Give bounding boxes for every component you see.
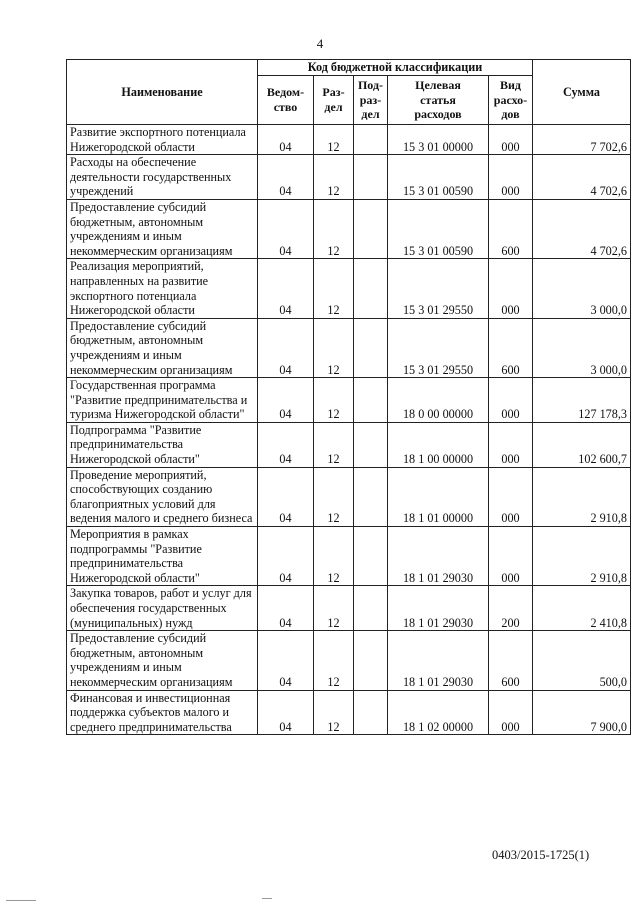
row-vid: 600 [489,631,533,690]
table-row [67,527,631,586]
row-razdel: 12 [314,125,354,155]
row-summa: 127 178,3 [533,378,631,423]
row-podrazdel [354,125,388,155]
row-vedomstvo: 04 [258,467,314,526]
row-vedomstvo: 04 [258,631,314,690]
row-name: Государственная программа "Развитие предпринимательства и туризма Нижегородской области" [67,378,258,423]
row-vid: 000 [489,467,533,526]
row-vid: 000 [489,422,533,467]
row-podrazdel [354,199,388,258]
table-row [67,259,631,318]
row-celevaya: 18 0 00 00000 [388,378,489,423]
row-vid: 000 [489,259,533,318]
row-name: Развитие экспортного потенциала Нижегородской области [67,125,258,155]
row-razdel: 12 [314,259,354,318]
row-name: Проведение мероприятий, способствующих созданию благоприятных условий для ведения малого и среднего бизнеса [67,467,258,526]
row-razdel: 12 [314,318,354,377]
header-summa: Сумма [533,60,631,125]
page-number: 4 [316,36,324,51]
row-razdel: 12 [314,155,354,200]
header-podrazdel: Под- раз- дел [354,76,388,125]
header-name: Наименование [67,60,258,125]
row-name: Закупка товаров, работ и услуг для обеспечения государственных (муниципальных) нужд [67,586,258,631]
header-razdel: Раз- дел [314,76,354,125]
row-summa: 7 702,6 [533,125,631,155]
table-row [67,631,631,690]
row-vedomstvo: 04 [258,690,314,735]
row-podrazdel [354,586,388,631]
table-row [67,467,631,526]
header-celevaya: Целевая статья расходов [388,76,489,125]
row-name: Финансовая и инвестиционная поддержка субъектов малого и среднего предпринимательства [67,690,258,735]
row-vid: 600 [489,199,533,258]
table-row [67,125,631,155]
row-vedomstvo: 04 [258,318,314,377]
row-podrazdel [354,378,388,423]
row-vedomstvo: 04 [258,527,314,586]
row-celevaya: 18 1 01 29030 [388,631,489,690]
row-celevaya: 15 3 01 00590 [388,155,489,200]
row-celevaya: 15 3 01 00590 [388,199,489,258]
row-celevaya: 18 1 01 29030 [388,527,489,586]
row-vedomstvo: 04 [258,422,314,467]
row-summa: 3 000,0 [533,318,631,377]
scan-edge-mark [6,900,36,901]
row-razdel: 12 [314,586,354,631]
row-name: Предоставление субсидий бюджетным, автономным учреждениям и иным некоммерческим организациям [67,199,258,258]
row-vid: 000 [489,527,533,586]
row-summa: 102 600,7 [533,422,631,467]
row-vid: 600 [489,318,533,377]
row-summa: 3 000,0 [533,259,631,318]
header-vedomstvo: Ведом- ство [258,76,314,125]
row-summa: 7 900,0 [533,690,631,735]
row-vedomstvo: 04 [258,259,314,318]
row-vedomstvo: 04 [258,378,314,423]
document-code: 0403/2015-1725(1) [492,848,590,862]
row-podrazdel [354,318,388,377]
row-podrazdel [354,259,388,318]
row-podrazdel [354,690,388,735]
row-podrazdel [354,631,388,690]
row-celevaya: 18 1 01 00000 [388,467,489,526]
row-podrazdel [354,467,388,526]
row-razdel: 12 [314,690,354,735]
row-summa: 4 702,6 [533,155,631,200]
table-row [67,690,631,735]
row-vedomstvo: 04 [258,199,314,258]
row-podrazdel [354,422,388,467]
header-classification-group: Код бюджетной классификации [258,60,533,76]
row-razdel: 12 [314,378,354,423]
row-razdel: 12 [314,422,354,467]
budget-table [66,59,631,735]
row-vid: 000 [489,155,533,200]
row-razdel: 12 [314,467,354,526]
row-vid: 000 [489,378,533,423]
row-vedomstvo: 04 [258,586,314,631]
row-vid: 000 [489,125,533,155]
table-row [67,199,631,258]
table-row [67,378,631,423]
row-vid: 000 [489,690,533,735]
header-vid: Вид расхо- дов [489,76,533,125]
row-celevaya: 15 3 01 29550 [388,318,489,377]
row-celevaya: 15 3 01 00000 [388,125,489,155]
row-vedomstvo: 04 [258,155,314,200]
row-celevaya: 18 1 01 29030 [388,586,489,631]
row-celevaya: 15 3 01 29550 [388,259,489,318]
scan-edge-mark [262,898,272,899]
table-row [67,318,631,377]
table-row [67,155,631,200]
row-vid: 200 [489,586,533,631]
row-name: Мероприятия в рамках подпрограммы "Развитие предпринимательства Нижегородской области" [67,527,258,586]
row-name: Расходы на обеспечение деятельности государственных учреждений [67,155,258,200]
row-razdel: 12 [314,527,354,586]
table-row [67,586,631,631]
row-summa: 2 910,8 [533,467,631,526]
row-podrazdel [354,155,388,200]
table-row [67,422,631,467]
row-name: Предоставление субсидий бюджетным, автономным учреждениям и иным некоммерческим организациям [67,318,258,377]
row-celevaya: 18 1 02 00000 [388,690,489,735]
row-name: Подпрограмма "Развитие предпринимательства Нижегородской области" [67,422,258,467]
row-summa: 2 910,8 [533,527,631,586]
row-summa: 500,0 [533,631,631,690]
row-vedomstvo: 04 [258,125,314,155]
row-celevaya: 18 1 00 00000 [388,422,489,467]
row-name: Реализация мероприятий, направленных на развитие экспортного потенциала Нижегородской области [67,259,258,318]
row-podrazdel [354,527,388,586]
row-summa: 4 702,6 [533,199,631,258]
row-name: Предоставление субсидий бюджетным, автономным учреждениям и иным некоммерческим организациям [67,631,258,690]
row-summa: 2 410,8 [533,586,631,631]
row-razdel: 12 [314,199,354,258]
row-razdel: 12 [314,631,354,690]
